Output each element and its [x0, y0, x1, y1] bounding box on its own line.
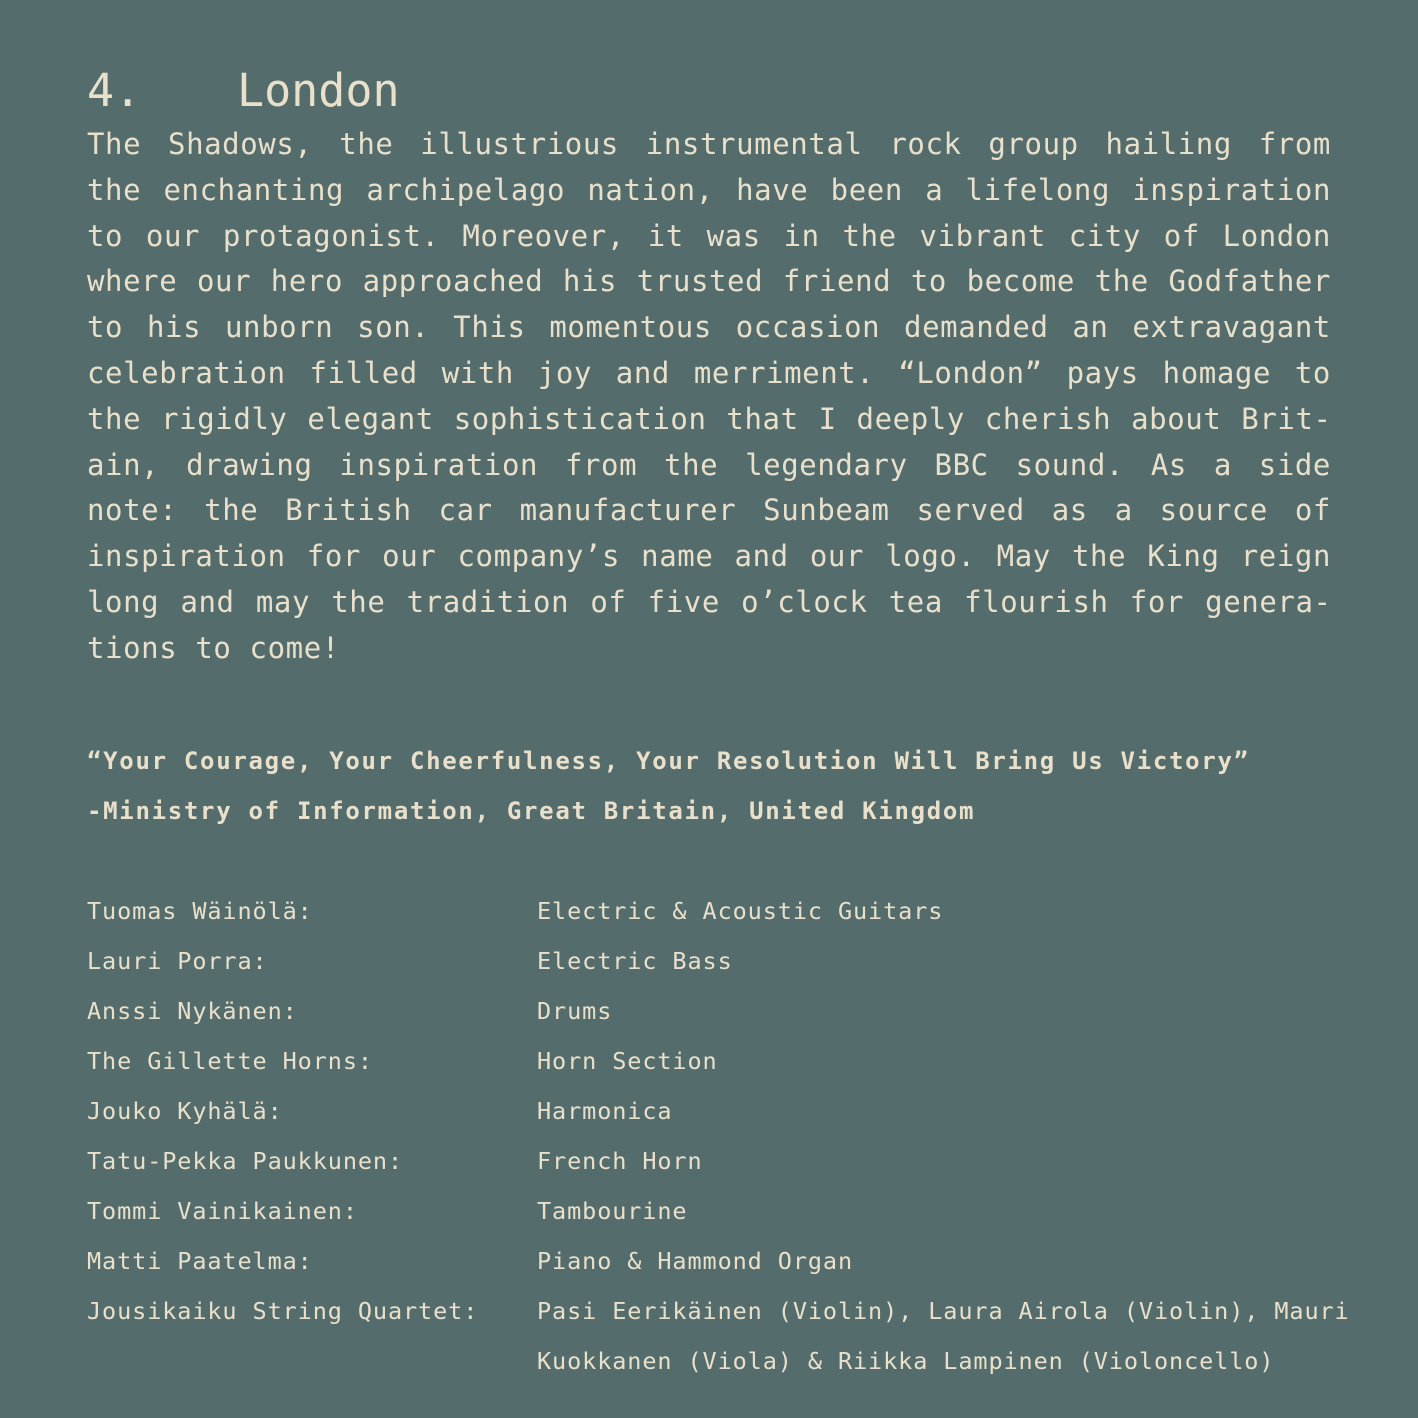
quote-attribution: -Ministry of Information, Great Britain, United Kingdom: [87, 796, 976, 825]
credit-name: Matti Paatelma:: [87, 1246, 313, 1275]
credit-name: Tatu-Pekka Paukkunen:: [87, 1146, 404, 1175]
credit-name: Jousikaiku String Quartet:: [87, 1296, 479, 1325]
body-paragraph: The Shadows, the illustrious instrumental rock group hailing from the enchanting archipelago nation, have been a lifelong inspiration to our protagonist. Moreover, it was in the vibrant city of London where our hero approached his trusted friend to become the Godfather to his unborn son. This momentous occasion demanded an extravagant celebration filled with joy and merriment. “London” pays homage to the rigidly elegant sophistication that I deeply cherish about Britain, drawing inspiration from the legendary BBC sound. As a side note: the British car manufacturer Sunbeam served as a source of inspiration for our company’s name and our logo. May the King reign long and may the tradition of five o’clock tea flourish for generations to come!: [87, 127, 1331, 665]
credit-name: Anssi Nykänen:: [87, 996, 298, 1025]
credit-name: Tuomas Wäinölä:: [87, 896, 313, 925]
credit-role: Horn Section: [537, 1046, 718, 1075]
credit-role: Electric Bass: [537, 946, 733, 975]
credit-name: Tommi Vainikainen:: [87, 1196, 358, 1225]
credit-row: [87, 936, 1331, 986]
credit-name: Lauri Porra:: [87, 946, 268, 975]
credit-row: [87, 1036, 1331, 1086]
credit-role: Electric & Acoustic Guitars: [537, 896, 944, 925]
credit-row: [87, 1136, 1331, 1186]
section-number: 4.: [87, 64, 142, 117]
quote-text: “Your Courage, Your Cheerfulness, Your Resolution Will Bring Us Victory”: [87, 746, 1250, 775]
credit-role: Drums: [537, 996, 613, 1025]
credit-role: Piano & Hammond Organ: [537, 1246, 854, 1275]
credit-role: French Horn: [537, 1146, 703, 1175]
credit-role: Harmonica: [537, 1096, 673, 1125]
credit-row: [87, 1086, 1331, 1136]
liner-notes-page: [87, 62, 1350, 1386]
credit-row: [87, 1286, 1350, 1386]
section-title: London: [237, 64, 400, 117]
credit-row: [87, 1186, 1331, 1236]
credit-row: [87, 1236, 1331, 1286]
credit-row: [87, 886, 1331, 936]
credit-name: Jouko Kyhälä:: [87, 1096, 283, 1125]
section-heading: [87, 62, 1331, 120]
quote-block: [87, 736, 1331, 836]
credit-role: Pasi Eerikäinen (Violin), Laura Airola (Violin), Mauri Kuokkanen (Viola) & Riikka Lampinen (Violoncello): [537, 1296, 1350, 1375]
credits-list: [87, 886, 1350, 1386]
credit-role: Tambourine: [537, 1196, 688, 1225]
credit-name: The Gillette Horns:: [87, 1046, 373, 1075]
credit-row: [87, 986, 1331, 1036]
